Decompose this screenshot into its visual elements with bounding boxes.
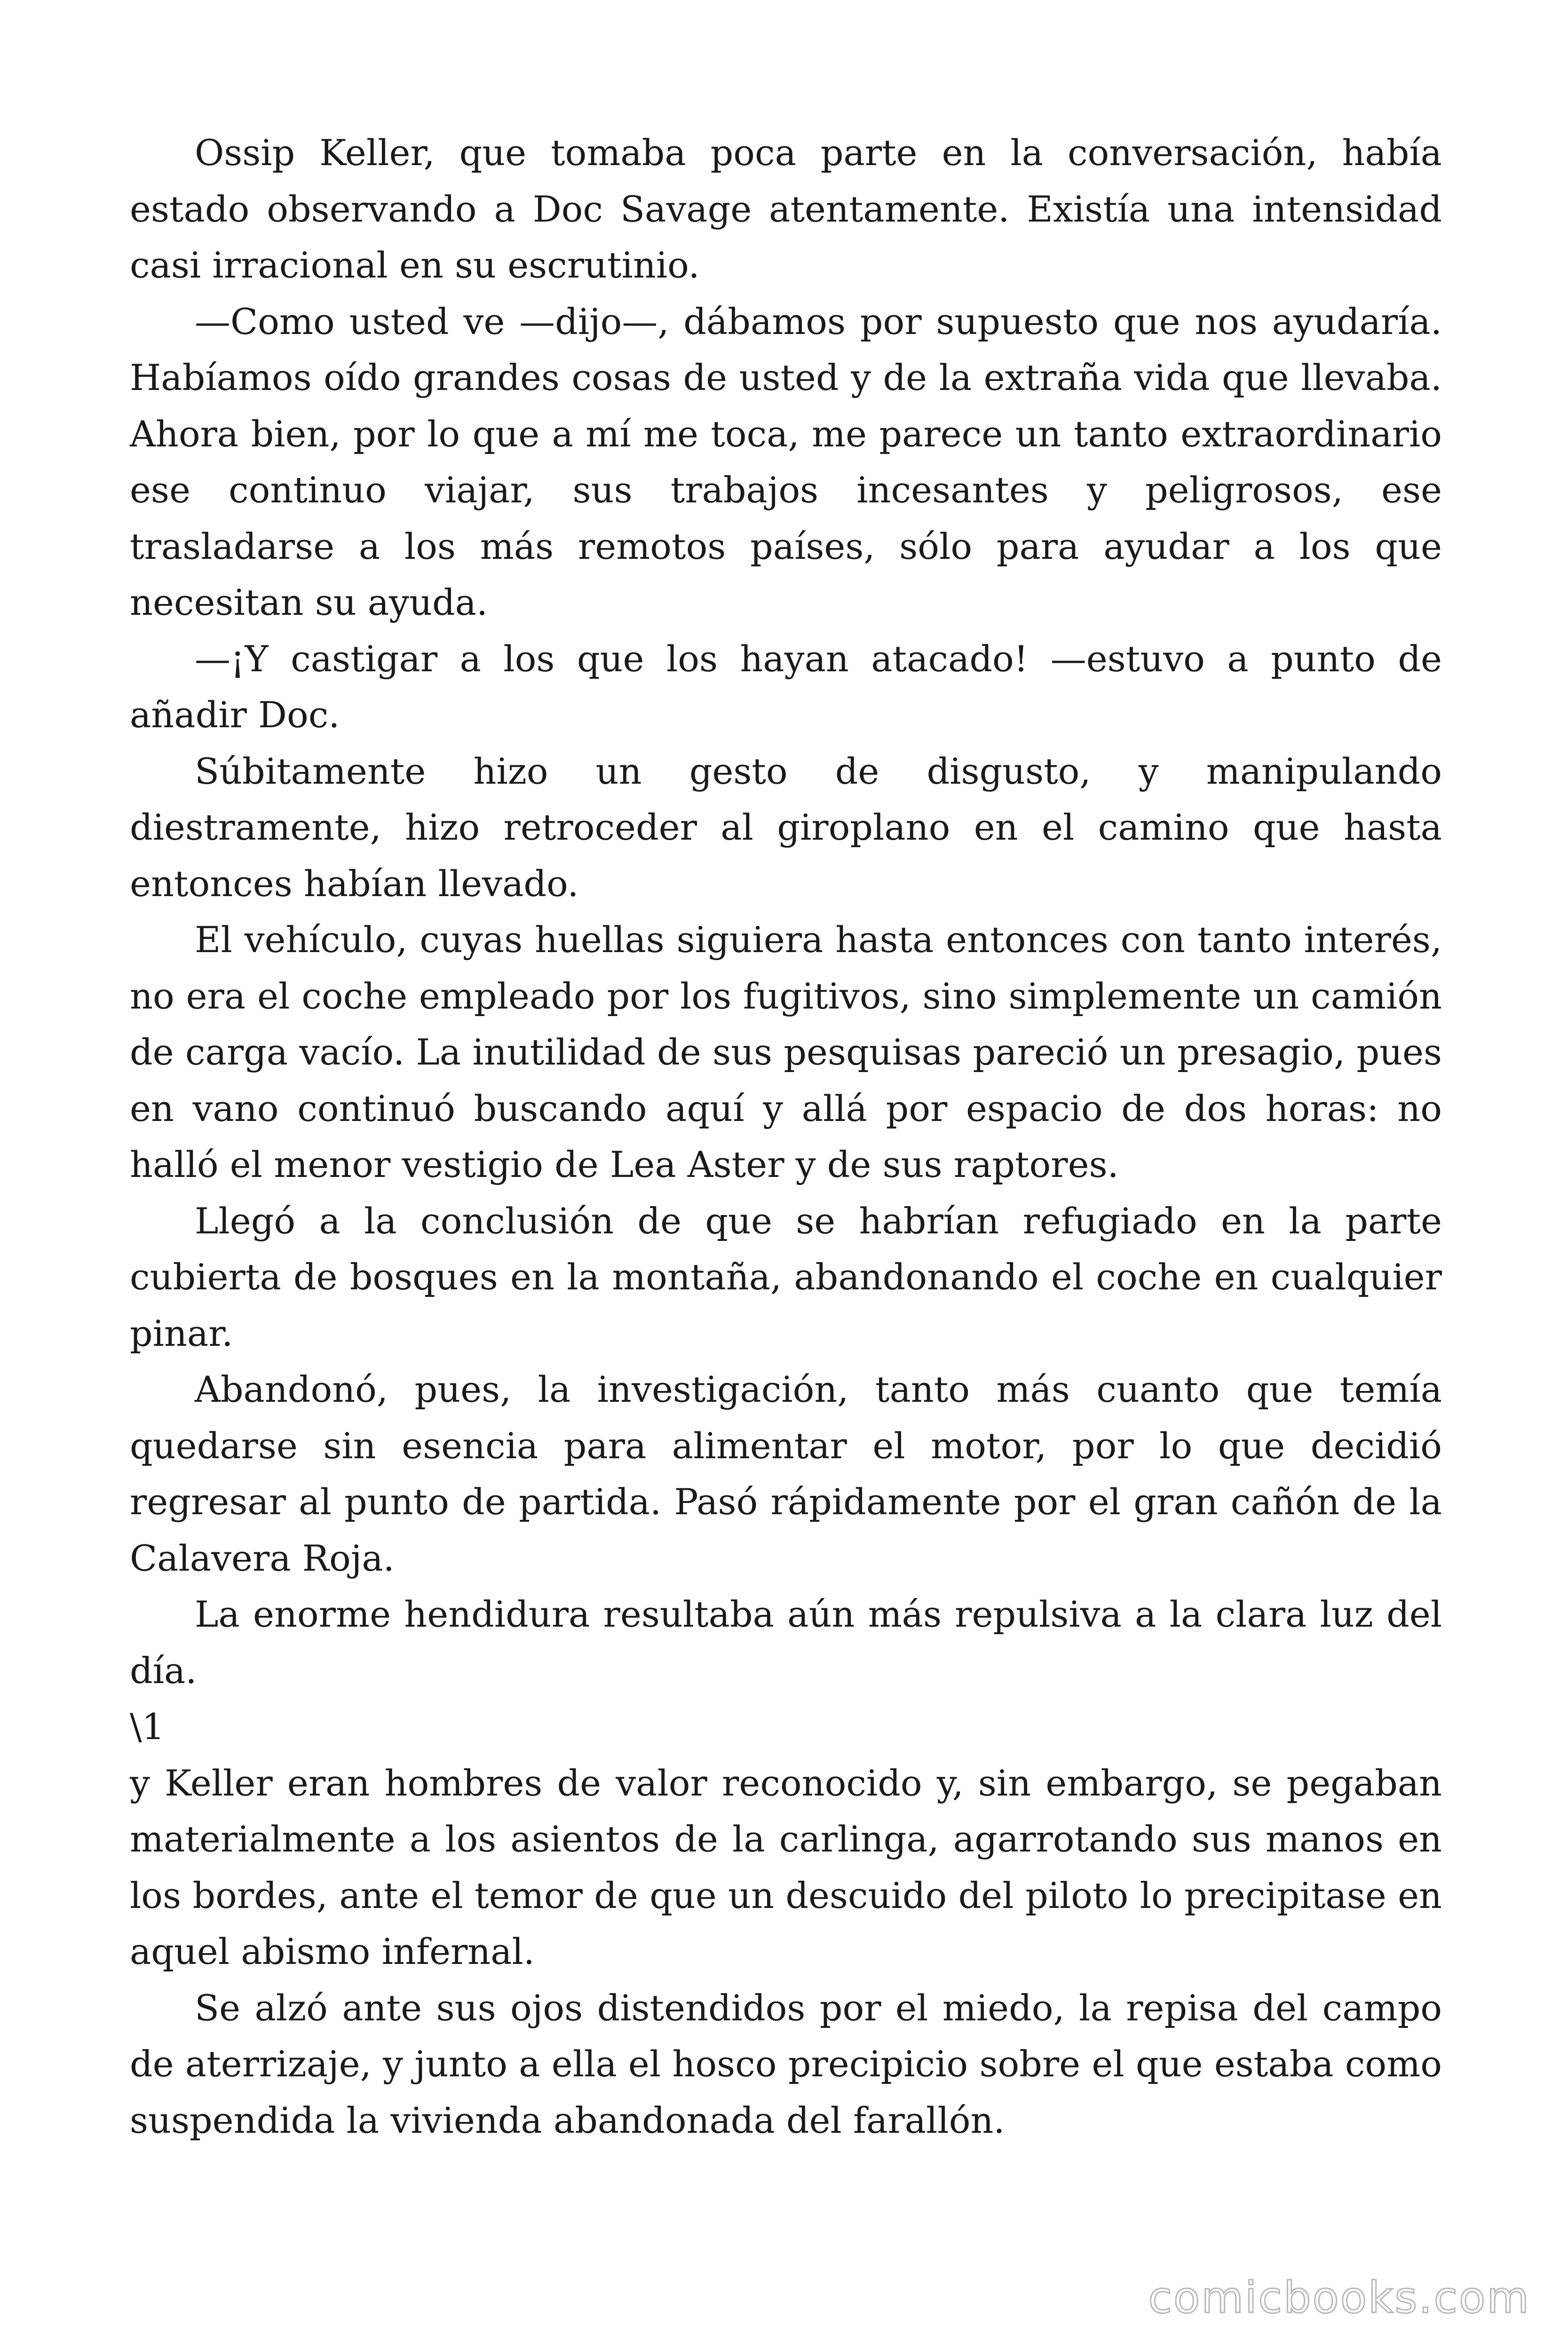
paragraph: Súbitamente hizo un gesto de disgusto, y manipulando diestramente, hizo retroceder al giroplano en el camino que hasta entonces habían llevado. [130,750,1442,905]
paragraph: La enorme hendidura resultaba aún más repulsiva a la clara luz del día. [130,1593,1442,1692]
paragraph: Llegó a la conclusión de que se habrían refugiado en la parte cubierta de bosques en la montaña, abandonando el coche en cualquier pinar. [130,1200,1442,1354]
paragraph: El vehículo, cuyas huellas siguiera hasta entonces con tanto interés, no era el coche empleado por los fugitivos, sino simplemente un camión de carga vacío. La inutilidad de sus pesquisas pareció un presagio, pues en vano continuó buscando aquí y allá por espacio de dos horas: no halló el menor vestigio de Lea Aster y de sus raptores. [130,919,1442,1185]
page-body [130,125,1442,2148]
watermark-logo: comicbooks.com [1148,2273,1530,2323]
paragraph: —¡Y castigar a los que los hayan atacado! —estuvo a punto de añadir Doc. [130,637,1442,736]
paragraph: Se alzó ante sus ojos distendidos por el miedo, la repisa del campo de aterrizaje, y junto a ella el hosco precipicio sobre el que estaba como suspendida la vivienda abandonada del farallón. [130,1986,1442,2141]
paragraph: Abandonó, pues, la investigación, tanto más cuanto que temía quedarse sin esencia para alimentar el motor, por lo que decidió regresar al punto de partida. Pasó rápidamente por el gran cañón de la Calavera Roja. [130,1368,1442,1579]
paragraph: Ossip Keller, que tomaba poca parte en la conversación, había estado observando a Doc Savage atentamente. Existía una intensidad casi irracional en su escrutinio. [130,132,1442,286]
paragraph: —Como usted ve —dijo—, dábamos por supuesto que nos ayudaría. Habíamos oído grandes cosas de usted y de la extraña vida que llevaba. Ahora bien, por lo que a mí me toca, me parece un tanto extraordinario ese continuo viajar, sus trabajos incesantes y peligrosos, ese trasladarse a los más remotos países, sólo para ayudar a los que necesitan su ayuda. [130,300,1442,623]
paragraph: y Keller eran hombres de valor reconocido y, sin embargo, se pegaban materialmente a los asientos de la carlinga, agarrotando sus manos en los bordes, ante el temor de que un descuido del piloto lo precipitase en aquel abismo infernal. [130,1762,1442,1972]
stray-marker-line: \1 [130,1706,165,1748]
